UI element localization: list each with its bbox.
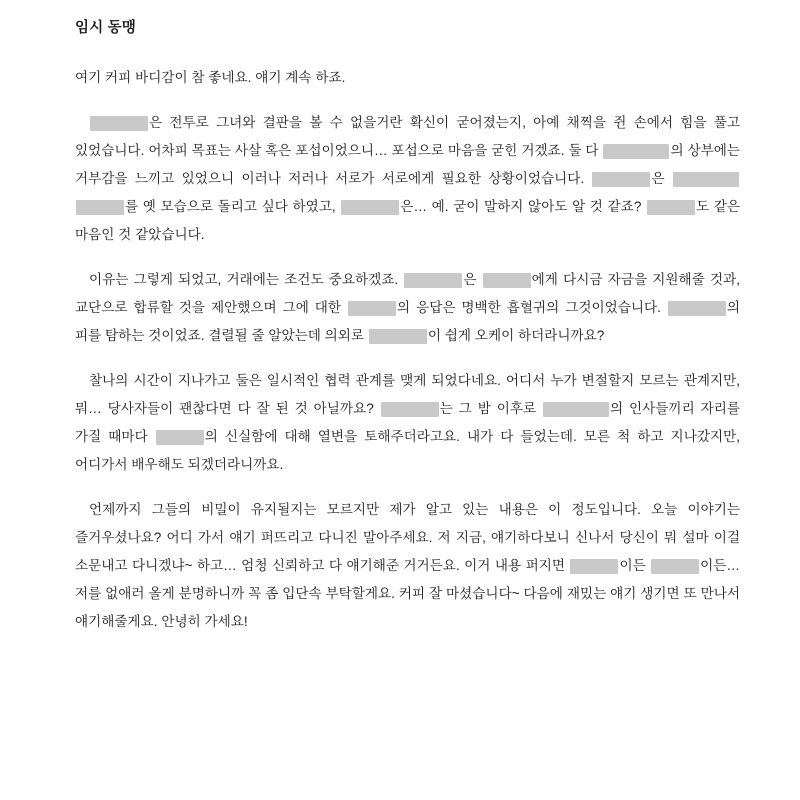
- paragraph-text: 이든: [619, 558, 651, 574]
- redaction-block: [90, 116, 148, 131]
- redaction-block: [341, 200, 399, 215]
- paragraph-text: 이 쉽게 오케이 하더라니까요?: [427, 328, 605, 344]
- redaction-block: [603, 144, 669, 159]
- paragraph: [75, 64, 740, 92]
- paragraph-text: 의 인사들끼리 자리를 가질 때마다: [75, 401, 740, 445]
- redaction-block: [404, 273, 462, 288]
- redaction-block: [156, 430, 204, 445]
- paragraph: [75, 496, 740, 636]
- redaction-block: [668, 301, 726, 316]
- paragraph-text: 여기 커피 바디감이 참 좋네요. 얘기 계속 하죠.: [75, 70, 346, 86]
- paragraph: [75, 109, 740, 249]
- paragraph-text: 은: [463, 272, 482, 288]
- redaction-block: [570, 559, 618, 574]
- redaction-block: [543, 402, 609, 417]
- document-body: [75, 64, 740, 636]
- paragraph-text: 은 전투로 그녀와 결판을 볼 수 없을거란 확신이 굳어졌는지, 아예 채찍을 쥔 손에서 힘을 풀고 있었습니다. 어차피 목표는 사살 혹은 포섭이었으니… 포섭으로 마음을 굳힌 거겠죠. 둘 다: [75, 115, 740, 159]
- redaction-block: [76, 200, 124, 215]
- redaction-block: [673, 172, 739, 187]
- paragraph-text: 를 옛 모습으로 돌리고 싶다 하였고,: [125, 199, 341, 215]
- paragraph: [75, 266, 740, 350]
- paragraph-text: 에게 다시금 자금을 지원해줄 것과, 교단으로 합류할 것을 제안했으며 그에 대한: [75, 272, 740, 316]
- page-title: 임시 동맹: [75, 20, 137, 36]
- paragraph-text: 찰나의 시간이 지나가고 둘은 일시적인 협력 관계를 맺게 되었다네요. 어디서 누가 변절할지 모르는 관계지만, 뭐… 당사자들이 괜찮다면 다 잘 된 것 아닐까요?: [75, 373, 740, 417]
- paragraph-text: 이든… 저를 없애러 올게 분명하니까 꼭 좀 입단속 부탁할게요. 커피 잘 마셨습니다~ 다음에 재밌는 얘기 생기면 또 만나서 얘기해줄게요. 안녕히 가세요!: [75, 558, 741, 630]
- paragraph-text: 의 피를 탐하는 것이었죠. 결렬될 줄 알았는데 의외로: [75, 300, 741, 344]
- paragraph-text: 언제까지 그들의 비밀이 유지될지는 모르지만 제가 알고 있는 내용은 이 정도입니다. 오늘 이야기는 즐거우셨나요? 어디 가서 얘기 퍼뜨리고 다니진 말아주세요. 저 지금, 얘기하다보니 신나서 당신이 뭐 설마 이걸 소문내고 다니겠냐~ 하고… 엄청 신뢰하고 다 얘기해준 거거든요. 이거 내용 퍼지면: [75, 502, 740, 574]
- redaction-block: [381, 402, 439, 417]
- redaction-block: [647, 200, 695, 215]
- paragraph: [75, 367, 740, 479]
- paragraph-text: 도 같은 마음인 것 같았습니다.: [75, 199, 741, 243]
- paragraph-text: 의 응답은 명백한 흡혈귀의 그것이었습니다.: [397, 300, 667, 316]
- paragraph-text: 의 상부에는 거부감을 느끼고 있었으니 이러나 저러나 서로가 서로에게 필요한 상황이었습니다.: [75, 143, 741, 187]
- redaction-block: [348, 301, 396, 316]
- redaction-block: [592, 172, 650, 187]
- paragraph-text: 의 신실함에 대해 열변을 토해주더라고요. 내가 다 들었는데. 모른 척 하고 지나갔지만, 어디가서 배우해도 되겠더라니까요.: [75, 429, 740, 473]
- paragraph-text: 는 그 밤 이후로: [439, 401, 543, 417]
- paragraph-text: 은: [651, 171, 672, 187]
- redaction-block: [651, 559, 699, 574]
- redaction-block: [483, 273, 531, 288]
- paragraph-text: 이유는 그렇게 되었고, 거래에는 조건도 중요하겠죠.: [89, 272, 404, 288]
- paragraph-text: 은… 예. 굳이 말하지 않아도 알 것 같죠?: [400, 199, 646, 215]
- redaction-block: [369, 329, 427, 344]
